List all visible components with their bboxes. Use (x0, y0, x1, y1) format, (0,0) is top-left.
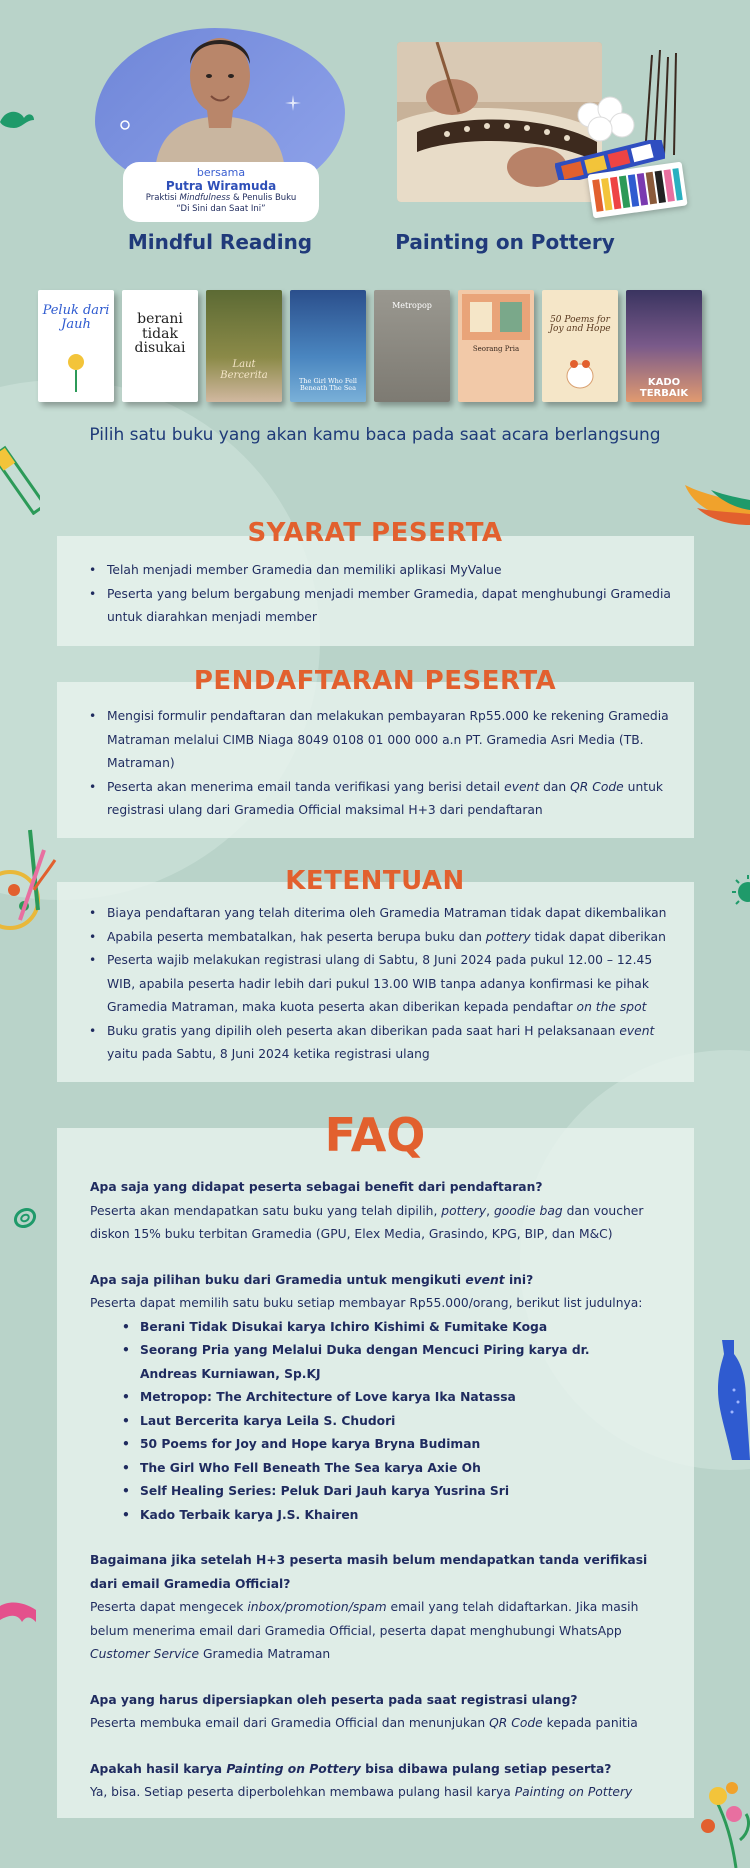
list-item: • Mengisi formulir pendaftaran dan melakukan pembayaran Rp55.000 ke rekening Gramedia Matraman melalui CIMB Niaga 8049 0108 01 000 000 a.n PT. Gramedia Asri Media (TB. Matraman) (107, 705, 694, 776)
list-item: • Telah menjadi member Gramedia dan memiliki aplikasi MyValue (107, 559, 694, 583)
book-cover[interactable] (38, 290, 114, 402)
book-cover-title: KADO TERBAIK (639, 377, 689, 399)
activity-title-mindful-reading: Mindful Reading (127, 230, 313, 254)
list-item: • Self Healing Series: Peluk Dari Jauh karya Yusrina Sri (140, 1480, 664, 1504)
faq-answer: Peserta dapat mengecek inbox/promotion/spam email yang telah didaftarkan. Jika masih belum menerima email dari Gramedia Official, peserta dapat menghubungi WhatsApp Customer Service Gramedia Matraman (90, 1600, 639, 1661)
ketentuan-list (57, 902, 694, 1067)
book-cover[interactable] (626, 290, 702, 402)
faq-answer: Peserta akan mendapatkan satu buku yang telah dipilih, pottery, goodie bag dan voucher diskon 15% buku terbitan Gramedia (GPU, Elex Media, Grasindo, KPG, BIP, dan M&C) (90, 1203, 644, 1241)
book-cover-title: berani tidak disukai (134, 311, 186, 357)
faq-item (90, 1549, 664, 1667)
ruler-icon (0, 445, 40, 515)
faq-question: Apa saja pilihan buku dari Gramedia untuk mengikuti event ini? (90, 1272, 534, 1287)
book-cover-title: 50 Poems for Joy and Hope (549, 315, 611, 335)
sparkle-icon (120, 120, 130, 130)
faq-book-list (90, 1316, 664, 1528)
syarat-list (57, 559, 694, 630)
speaker-name: Putra Wiramuda (165, 179, 277, 193)
section-title-ketentuan: KETENTUAN (285, 866, 465, 896)
book-selection-tagline: Pilih satu buku yang akan kamu baca pada saat acara berlangsung (89, 425, 661, 445)
flowers-icon (696, 1770, 750, 1868)
faq-question: Apa yang harus dipersiapkan oleh peserta pada saat registrasi ulang? (90, 1692, 578, 1707)
pendaftaran-panel (57, 682, 694, 838)
faq-answer: Peserta dapat memilih satu buku setiap membayar Rp55.000/orang, berikut list judulnya: (90, 1296, 643, 1310)
list-item: • Metropop: The Architecture of Love karya Ika Natassa (140, 1386, 664, 1410)
activity-title-painting-on-pottery: Painting on Pottery (395, 230, 615, 254)
book-cover[interactable] (542, 290, 618, 402)
syarat-panel (57, 536, 694, 646)
book-cover[interactable] (122, 290, 198, 402)
faq-item (90, 1269, 664, 1528)
list-item: • Laut Bercerita karya Leila S. Chudori (140, 1410, 664, 1434)
speaker-book: “Di Sini dan Saat Ini” (176, 204, 266, 214)
book-cover-title: Peluk dari Jauh (42, 303, 110, 332)
book-cover[interactable] (374, 290, 450, 402)
ketentuan-panel (57, 882, 694, 1082)
list-item: • Peserta akan menerima email tanda verifikasi yang berisi detail event dan QR Code untuk registrasi ulang dari Gramedia Official maksimal H+3 dari pendaftaran (107, 776, 694, 823)
faq-answer: Ya, bisa. Setiap peserta diperbolehkan membawa pulang hasil karya Painting on Pottery (90, 1785, 633, 1799)
vase-icon (712, 1340, 750, 1460)
list-item: • Berani Tidak Disukai karya Ichiro Kishimi & Fumitake Koga (140, 1316, 664, 1340)
section-title-pendaftaran: PENDAFTARAN PESERTA (193, 666, 557, 696)
speaker-with-label: bersama (196, 166, 246, 179)
book-cover[interactable] (206, 290, 282, 402)
speaker-card (123, 162, 319, 222)
faq-panel (57, 1128, 694, 1818)
faq-item (90, 1689, 664, 1736)
faq-item (90, 1758, 664, 1805)
book-cover-title: Laut Bercerita (220, 359, 268, 381)
faq-question: Apakah hasil karya Painting on Pottery bisa dibawa pulang setiap peserta? (90, 1761, 612, 1776)
list-item: • Buku gratis yang dipilih oleh peserta akan diberikan pada saat hari H pelaksanaan event yaitu pada Sabtu, 8 Juni 2024 ketika registrasi ulang (107, 1020, 694, 1067)
brushes-icon (640, 45, 685, 155)
list-item: • Biaya pendaftaran yang telah diterima oleh Gramedia Matraman tidak dapat dikembalikan (107, 902, 694, 926)
list-item: • Peserta yang belum bergabung menjadi member Gramedia, dapat menghubungi Gramedia untuk diarahkan menjadi member (107, 583, 694, 630)
book-cover-row (38, 290, 708, 402)
palette-tray-icon (570, 95, 640, 145)
cap-icon (0, 1602, 38, 1624)
book-cover-title: Seorang Pria (472, 345, 520, 353)
book-cover[interactable] (290, 290, 366, 402)
list-item: • Peserta wajib melakukan registrasi ulang di Sabtu, 8 Juni 2024 pada pukul 12.00 – 12.45 WIB, apabila peserta hadir lebih dari pukul 13.00 WIB tanpa adanya konfirmasi ke pihak Gramedia Matraman, maka kuota peserta akan diberikan kepada pendaftar on the spot (107, 949, 694, 1020)
hero-section (0, 0, 750, 260)
book-cover-title: The Girl Who Fell Beneath The Sea (299, 377, 357, 392)
list-item: • The Girl Who Fell Beneath The Sea karya Axie Oh (140, 1457, 664, 1481)
list-item: • Kado Terbaik karya J.S. Khairen (140, 1504, 664, 1528)
pendaftaran-list (57, 705, 694, 823)
speaker-photo (135, 10, 305, 170)
ring-icon (12, 1205, 38, 1231)
speaker-role: Praktisi Mindfulness & Penulis Buku (145, 193, 297, 203)
list-item: • 50 Poems for Joy and Hope karya Bryna Budiman (140, 1433, 664, 1457)
book-cover[interactable] (458, 290, 534, 402)
section-title-syarat: SYARAT PESERTA (247, 518, 503, 548)
section-title-faq: FAQ (324, 1108, 426, 1162)
book-cover-title: Metropop (392, 301, 432, 310)
list-item: • Seorang Pria yang Melalui Duka dengan Mencuci Piring karya dr. Andreas Kurniawan, Sp.KJ (140, 1339, 664, 1386)
faq-question: Bagaimana jika setelah H+3 peserta masih belum mendapatkan tanda verifikasi dari email Gramedia Official? (90, 1553, 648, 1591)
faq-item (90, 1176, 664, 1247)
faq-answer: Peserta membuka email dari Gramedia Official dan menunjukan QR Code kepada panitia (90, 1716, 638, 1730)
list-item: • Apabila peserta membatalkan, hak peserta berupa buku dan pottery tidak dapat diberikan (107, 926, 694, 950)
faq-question: Apa saja yang didapat peserta sebagai benefit dari pendaftaran? (90, 1180, 543, 1194)
